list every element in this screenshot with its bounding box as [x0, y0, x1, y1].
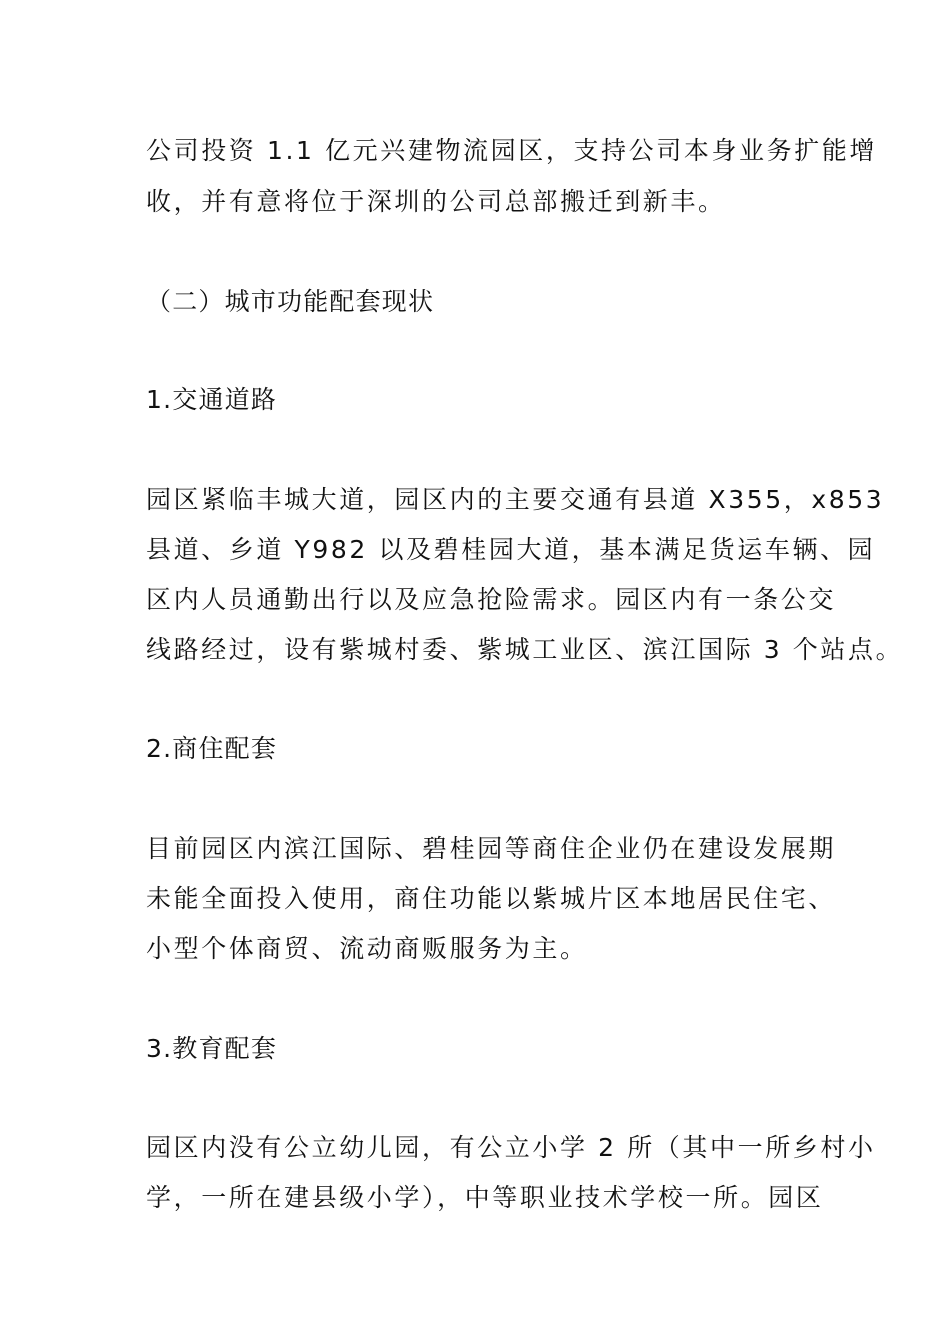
paragraph-line: 园区紧临丰城大道，园区内的主要交通有县道 X355，x853 [146, 485, 885, 514]
paragraph-line: 学，一所在建县级小学），中等职业技术学校一所。园区 [146, 1183, 824, 1212]
section-heading: （二）城市功能配套现状 [146, 287, 435, 316]
paragraph-line: 目前园区内滨江国际、碧桂园等商住企业仍在建设发展期 [146, 834, 837, 863]
paragraph-line: 小型个体商贸、流动商贩服务为主。 [146, 934, 588, 963]
subsection-heading-education: 3.教育配套 [146, 1034, 278, 1063]
paragraph-line: 线路经过，设有紫城村委、紫城工业区、滨江国际 3 个站点。 [146, 635, 904, 664]
paragraph-line: 公司投资 1.1 亿元兴建物流园区，支持公司本身业务扩能增 [146, 136, 878, 165]
subsection-heading-commercial: 2.商住配套 [146, 734, 278, 763]
paragraph-line: 收，并有意将位于深圳的公司总部搬迁到新丰。 [146, 187, 726, 216]
paragraph-line: 县道、乡道 Y982 以及碧桂园大道，基本满足货运车辆、园 [146, 535, 876, 564]
paragraph-line: 区内人员通勤出行以及应急抢险需求。园区内有一条公交 [146, 585, 837, 614]
paragraph-line: 园区内没有公立幼儿园，有公立小学 2 所（其中一所乡村小 [146, 1133, 876, 1162]
paragraph-line: 未能全面投入使用，商住功能以紫城片区本地居民住宅、 [146, 884, 837, 913]
subsection-heading-traffic: 1.交通道路 [146, 385, 278, 414]
